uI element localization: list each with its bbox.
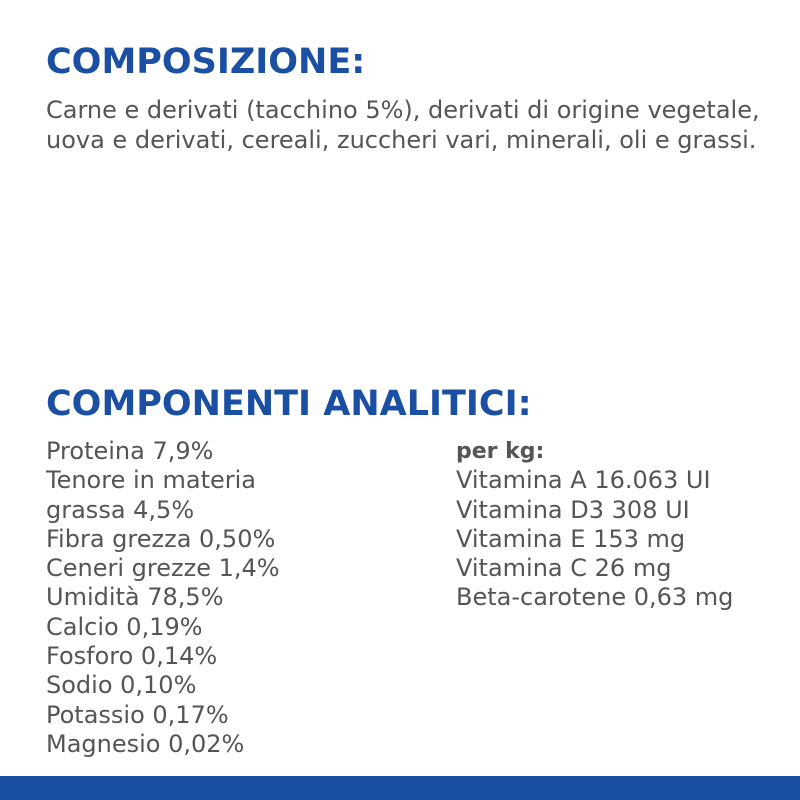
analytic-item: Fibra grezza 0,50%: [46, 524, 276, 553]
analytic-item: Potassio 0,17%: [46, 700, 229, 729]
analytic-item: Ceneri grezze 1,4%: [46, 554, 280, 583]
analytic-item: Sodio 0,10%: [46, 671, 197, 700]
vitamin-item: Vitamina D3 308 UI: [456, 495, 690, 524]
vitamin-item: Beta-carotene 0,63 mg: [456, 583, 734, 612]
analytic-item: grassa 4,5%: [46, 495, 195, 524]
composition-heading: COMPOSIZIONE:: [46, 42, 366, 82]
analytic-item: Tenore in materia: [46, 466, 256, 495]
analytic-item: Fosforo 0,14%: [46, 642, 218, 671]
composition-text: Carne e derivati (tacchino 5%), derivati di origine vegetale, uova e derivati, cereali, zuccheri vari, minerali, oli e grassi.: [46, 96, 760, 154]
analytic-components-list: [46, 437, 280, 759]
analytic-item: Proteina 7,9%: [46, 437, 214, 465]
analytic-item: Calcio 0,19%: [46, 612, 203, 641]
analytic-components-heading: COMPONENTI ANALITICI:: [46, 384, 532, 424]
bottom-brand-bar: [0, 776, 800, 800]
per-kg-label: per kg:: [456, 439, 545, 464]
analytic-item: Magnesio 0,02%: [46, 729, 245, 758]
vitamin-item: Vitamina C 26 mg: [456, 554, 672, 583]
vitamin-item: Vitamina A 16.063 UI: [456, 466, 711, 495]
vitamin-item: Vitamina E 153 mg: [456, 524, 686, 553]
vitamins-per-kg-list: [456, 437, 733, 613]
analytic-item: Umidità 78,5%: [46, 583, 224, 612]
